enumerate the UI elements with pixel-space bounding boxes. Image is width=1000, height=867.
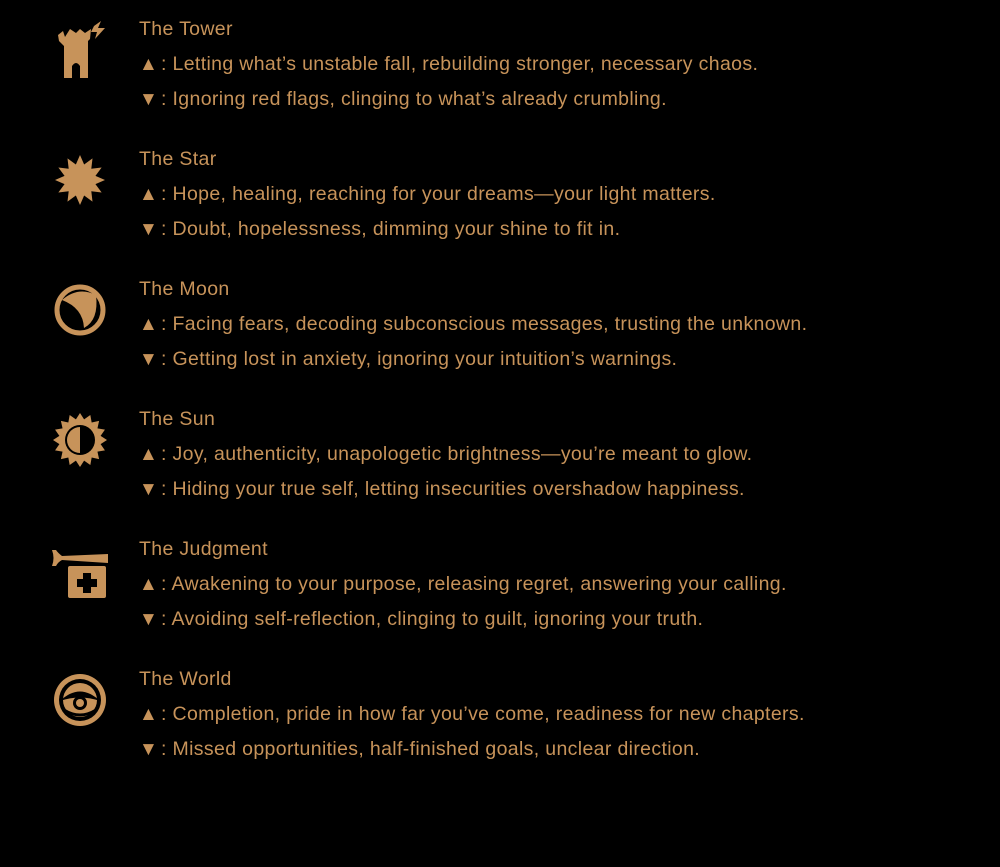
trumpet-icon (50, 540, 110, 600)
card-title: The World (139, 668, 232, 690)
tower-icon (50, 20, 110, 80)
upright-meaning (139, 573, 787, 596)
reversed-text: : Hiding your true self, letting insecurities overshadow happiness. (161, 478, 745, 500)
reversed-arrow-icon: ▼ (139, 89, 159, 110)
reversed-arrow-icon: ▼ (139, 609, 159, 630)
card-title: The Sun (139, 408, 216, 430)
reversed-text: : Doubt, hopelessness, dimming your shine to fit in. (161, 218, 621, 240)
card-star (0, 130, 1000, 260)
card-tower (0, 0, 1000, 130)
card-title: The Moon (139, 278, 230, 300)
card-title: The Tower (139, 18, 233, 40)
sun-icon (50, 410, 110, 470)
upright-text: : Completion, pride in how far you’ve come, readiness for new chapters. (161, 703, 805, 725)
card-sun (0, 390, 1000, 520)
upright-arrow-icon: ▲ (139, 704, 159, 725)
upright-arrow-icon: ▲ (139, 184, 159, 205)
reversed-meaning (139, 608, 703, 631)
upright-arrow-icon: ▲ (139, 574, 159, 595)
moon-icon (50, 280, 110, 340)
reversed-meaning (139, 348, 677, 371)
upright-meaning (139, 703, 805, 726)
reversed-text: : Missed opportunities, half-finished goals, unclear direction. (161, 738, 701, 760)
card-world (0, 650, 1000, 780)
reversed-meaning (139, 218, 620, 241)
star-icon (50, 150, 110, 210)
reversed-text: : Ignoring red flags, clinging to what’s already crumbling. (161, 88, 667, 110)
upright-arrow-icon: ▲ (139, 444, 159, 465)
upright-text: : Letting what’s unstable fall, rebuilding stronger, necessary chaos. (161, 53, 759, 75)
reversed-arrow-icon: ▼ (139, 479, 159, 500)
card-title: The Star (139, 148, 217, 170)
reversed-text: : Getting lost in anxiety, ignoring your intuition’s warnings. (161, 348, 678, 370)
reversed-arrow-icon: ▼ (139, 219, 159, 240)
reversed-meaning (139, 738, 700, 761)
upright-meaning (139, 53, 758, 76)
reversed-arrow-icon: ▼ (139, 349, 159, 370)
upright-meaning (139, 313, 807, 336)
upright-text: : Facing fears, decoding subconscious messages, trusting the unknown. (161, 313, 808, 335)
reversed-meaning (139, 478, 745, 501)
upright-meaning (139, 183, 716, 206)
upright-meaning (139, 443, 752, 466)
card-title: The Judgment (139, 538, 268, 560)
upright-text: : Awakening to your purpose, releasing regret, answering your calling. (161, 573, 787, 595)
upright-text: : Hope, healing, reaching for your dreams—your light matters. (161, 183, 716, 205)
reversed-meaning (139, 88, 667, 111)
world-eye-icon (50, 670, 110, 730)
reversed-arrow-icon: ▼ (139, 739, 159, 760)
upright-text: : Joy, authenticity, unapologetic brightness—you’re meant to glow. (161, 443, 753, 465)
reversed-text: : Avoiding self-reflection, clinging to guilt, ignoring your truth. (161, 608, 704, 630)
card-moon (0, 260, 1000, 390)
upright-arrow-icon: ▲ (139, 314, 159, 335)
upright-arrow-icon: ▲ (139, 54, 159, 75)
card-judgment (0, 520, 1000, 650)
